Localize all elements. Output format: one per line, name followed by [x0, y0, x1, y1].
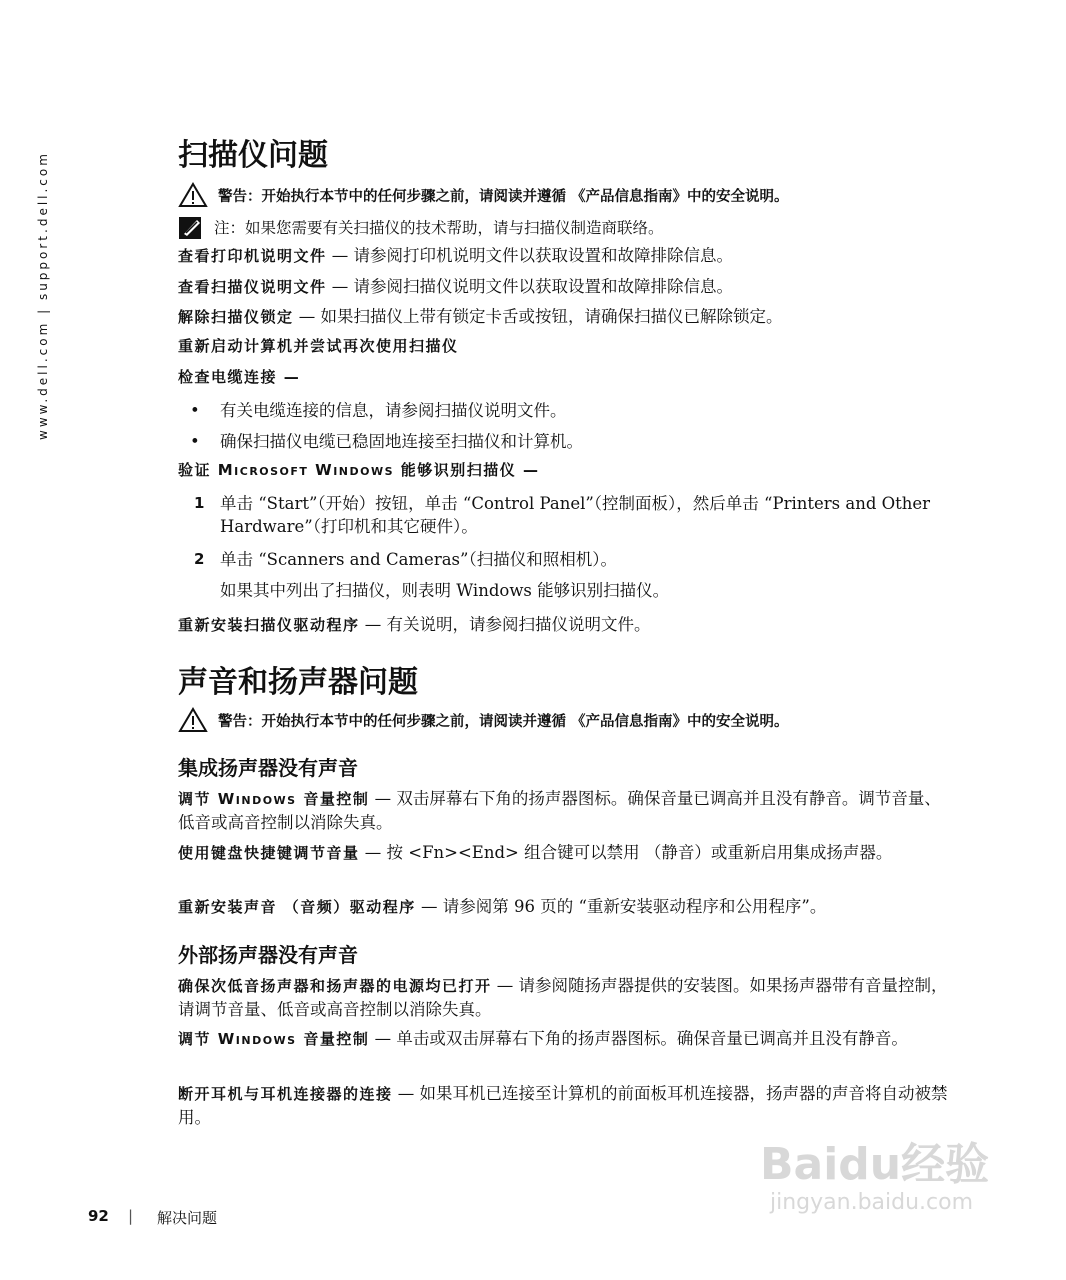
item-printer-docs: 查看打印机说明文件 — 请参阅打印机说明文件以获取设置和故障排除信息。	[178, 246, 734, 265]
section-title-scanner: 扫描仪问题	[178, 138, 328, 173]
note-text: 注：如果您需要有关扫描仪的技术帮助，请与扫描仪制造商联络。	[214, 219, 664, 237]
page-number: 92	[88, 1207, 109, 1225]
item-check-cable: 检查电缆连接 —	[178, 368, 301, 386]
item-reinstall-audio-driver: 重新安装声音 （音频）驱动程序 — 请参阅第 96 页的 “重新安装驱动程序和公用程序”。	[178, 897, 827, 916]
bullet-item: • 有关电缆连接的信息，请参阅扫描仪说明文件。	[190, 401, 567, 420]
item-disconnect-headphones: 断开耳机与耳机连接器的连接 — 如果耳机已连接至计算机的前面板耳机连接器，扬声器的声音将自动被禁用。	[178, 1084, 948, 1127]
warning-text: 警告：开始执行本节中的任何步骤之前，请阅读并遵循 《产品信息指南》中的安全说明。	[218, 188, 789, 205]
item-restart: 重新启动计算机并尝试再次使用扫描仪	[178, 337, 459, 355]
step-2: 2 单击 “Scanners and Cameras”（扫描仪和照相机）。	[194, 550, 617, 569]
bullet-item: • 确保扫描仪电缆已稳固地连接至扫描仪和计算机。	[190, 432, 583, 451]
note-pencil-icon	[178, 214, 204, 240]
warning-text: 警告：开始执行本节中的任何步骤之前，请阅读并遵循 《产品信息指南》中的安全说明。	[218, 713, 789, 730]
item-windows-volume: 调节 Windows 音量控制 — 双击屏幕右下角的扬声器图标。确保音量已调高并且没有静音。调节音量、低音或高音控制以消除失真。	[178, 789, 941, 832]
step-1: 1 单击 “Start”（开始）按钮，单击 “Control Panel”（控制面板），然后单击 “Printers and Other Hardware”（打印机和其它硬件）。	[194, 494, 931, 536]
footer-separator: |	[128, 1207, 134, 1225]
footer-section: 解决问题	[157, 1209, 218, 1227]
item-power-on-speakers: 确保次低音扬声器和扬声器的电源均已打开 — 请参阅随扬声器提供的安装图。如果扬声器带有音量控制，请调节音量、低音或高音控制以消除失真。	[178, 976, 948, 1019]
section-title-sound: 声音和扬声器问题	[178, 665, 418, 700]
item-scanner-docs: 查看扫描仪说明文件 — 请参阅扫描仪说明文件以获取设置和故障排除信息。	[178, 277, 734, 296]
warning-icon	[178, 707, 208, 733]
sidebar-url: www.dell.com | support.dell.com	[36, 151, 50, 440]
subsection-integrated: 集成扬声器没有声音	[178, 756, 358, 780]
item-keyboard-shortcut: 使用键盘快捷键调节音量 — 按 <Fn><End> 组合键可以禁用 （静音）或重新启用集成扬声器。	[178, 843, 893, 862]
item-unlock-scanner: 解除扫描仪锁定 — 如果扫描仪上带有锁定卡舌或按钮，请确保扫描仪已解除锁定。	[178, 307, 783, 326]
baidu-watermark: Baidu经验 jingyan.baidu.com	[760, 1139, 990, 1215]
warning-icon	[178, 182, 208, 208]
subsection-external: 外部扬声器没有声音	[178, 943, 358, 967]
step-note: 如果其中列出了扫描仪，则表明 Windows 能够识别扫描仪。	[220, 581, 670, 600]
warning-sound	[178, 707, 789, 733]
item-verify-windows: 验证 Microsoft Windows 能够识别扫描仪 —	[178, 461, 540, 479]
warning-scanner	[178, 182, 789, 208]
item-reinstall-scanner-driver: 重新安装扫描仪驱动程序 — 有关说明，请参阅扫描仪说明文件。	[178, 615, 651, 634]
item-windows-volume-external: 调节 Windows 音量控制 — 单击或双击屏幕右下角的扬声器图标。确保音量已调高并且没有静音。	[178, 1029, 908, 1048]
note-scanner	[178, 214, 664, 240]
